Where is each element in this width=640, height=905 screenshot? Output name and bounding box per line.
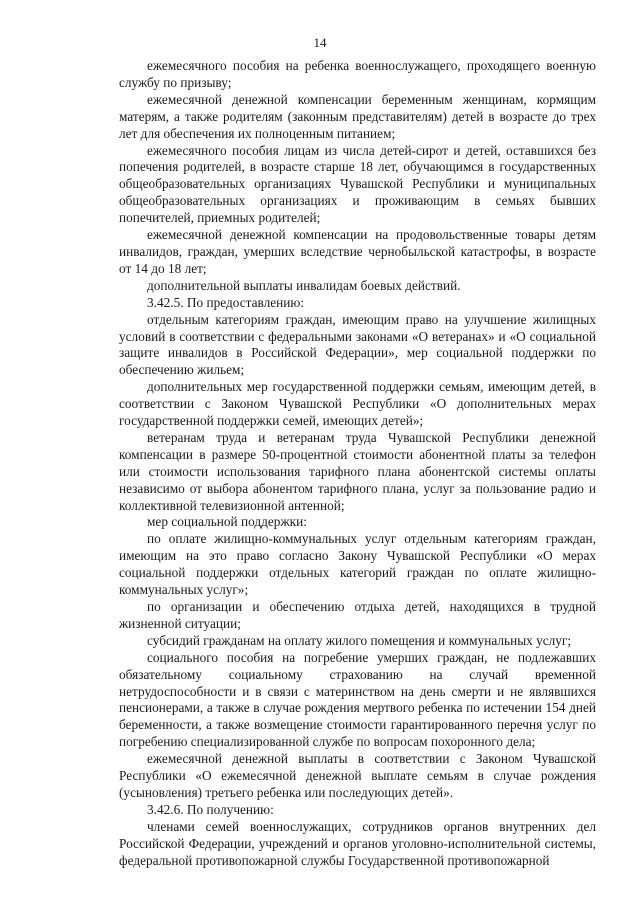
paragraph: ежемесячной денежной выплаты в соответствии с Законом Чувашской Республики «О ежемесячной денежной выплате семьям в случае рождения (усыновления) третьего ребенка или последующих детей». xyxy=(119,751,596,800)
document-body xyxy=(119,58,596,870)
paragraph: дополнительной выплаты инвалидам боевых действий. xyxy=(147,277,461,293)
section-heading: 3.42.6. По получению: xyxy=(147,801,274,817)
section-heading: 3.42.5. По предоставлению: xyxy=(147,294,304,310)
paragraph: дополнительных мер государственной поддержки семьям, имеющим детей, в соответствии с Законом Чувашской Республики «О дополнительных мерах государственной поддержки семей, имеющих детей»; xyxy=(119,379,596,429)
paragraph: ежемесячной денежной компенсации беременным женщинам, кормящим матерям, а также родителям (законным представителям) детей в возрасте до трех лет для обеспечения их полноценным питанием; xyxy=(119,91,596,141)
paragraph: ежемесячного пособия на ребенка военнослужащего, проходящего военную службу по призыву; xyxy=(119,58,596,90)
page-number: 14 xyxy=(313,35,327,50)
paragraph: ежемесячной денежной компенсации на продовольственные товары детям инвалидов, граждан, умерших вследствие чернобыльской катастрофы, в возрасте от 14 до 18 лет; xyxy=(119,227,596,276)
paragraph: ежемесячного пособия лицам из числа детей-сирот и детей, оставшихся без попечения родителей, в возрасте старше 18 лет, обучающимся в государственных общеобразовательных организациях Чувашской Республики и муниципальных общеобразовательных организациях и проживающим в семьях бывших попечителей, приемных родителей; xyxy=(119,142,596,226)
paragraph: ветеранам труда и ветеранам труда Чувашской Республики денежной компенсации в размере 50-процентной стоимости абонентной платы за телефон или стоимости использования тарифного плана абонентской системы оплаты независимо от выбора абонентом тарифного плана, услуг за пользование радио и коллективной телевизионной антенной; xyxy=(119,429,596,513)
paragraph: социального пособия на погребение умерших граждан, не подлежавших обязательному социальному страхованию на случай временной нетрудоспособности и в связи с материнством на день смерти и не являвшихся пенсионерами, а также в случае рождения мертвого ребенка по истечении 154 дней беременности, а также возмещение стоимости гарантированного перечня услуг по погребению специализированной службе по вопросам похоронного дела; xyxy=(119,649,596,750)
paragraph: субсидий гражданам на оплату жилого помещения и коммунальных услуг; xyxy=(147,632,572,648)
paragraph: отдельным категориям граждан, имеющим право на улучшение жилищных условий в соответствии с федеральными законами «О ветеранах» и «О социальной защите инвалидов в Российской Федерации», мер социальной поддержки по обеспечению жильем; xyxy=(119,311,596,378)
paragraph: членами семей военнослужащих, сотрудников органов внутренних дел Российской Федерации, учреждений и органов уголовно-исполнительной системы, федеральной противопожарной службы Государственной противопожарной xyxy=(119,818,596,868)
paragraph: по оплате жилищно-коммунальных услуг отдельным категориям граждан, имеющим на это право согласно Закону Чувашской Республики «О мерах социальной поддержки отдельных категорий граждан по оплате жилищно-коммунальных услуг»; xyxy=(119,531,596,598)
paragraph: мер социальной поддержки: xyxy=(147,514,307,530)
paragraph: по организации и обеспечению отдыха детей, находящихся в трудной жизненной ситуации; xyxy=(119,599,596,631)
